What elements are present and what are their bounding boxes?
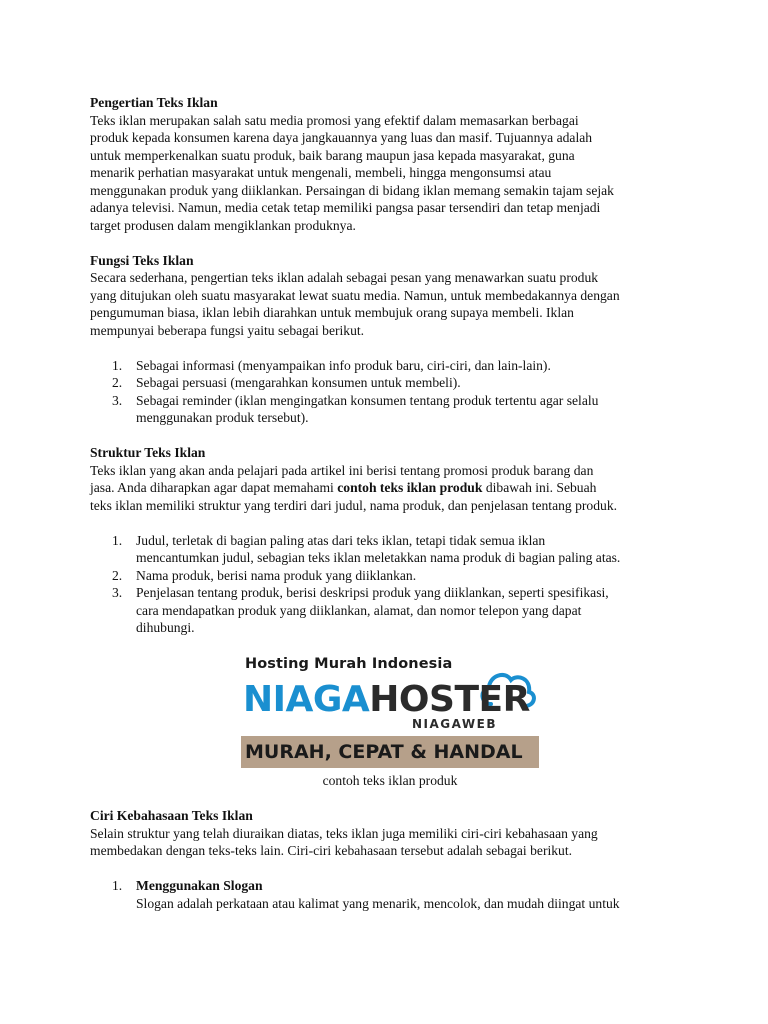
image-caption: contoh teks iklan produk — [322, 773, 458, 788]
text-line: Teks iklan yang akan anda pelajari pada artikel ini berisi tentang promosi produk barang dan — [90, 462, 594, 478]
struktur-list — [90, 532, 690, 637]
brand-part-dark: HOSTER — [369, 679, 530, 720]
section-heading: Ciri Kebahasaan Teks Iklan — [90, 808, 253, 823]
list-text: mencantumkan judul, sebagian teks iklan meletakkan nama produk di bagian paling atas. — [136, 550, 621, 565]
list-text: Nama produk, berisi nama produk yang diiklankan. — [136, 567, 417, 583]
brand-subtitle: NIAGAWEB — [412, 717, 497, 731]
ciri-list — [90, 877, 690, 912]
list-item — [90, 584, 690, 637]
section-heading: Fungsi Teks Iklan — [90, 252, 194, 268]
list-text: Slogan adalah perkataan atau kalimat yang menarik, mencolok, dan mudah diingat untuk — [136, 895, 620, 911]
section-heading: Struktur Teks Iklan — [90, 445, 206, 460]
list-number: 3. — [112, 585, 123, 600]
text-segment: dibawah ini. Sebuah — [482, 480, 597, 495]
text-segment: jasa. Anda diharapkan agar dapat memahami — [90, 480, 338, 495]
text-line: mempunyai beberapa fungsi yaitu sebagai berikut. — [90, 322, 365, 338]
list-text: dihubungi. — [136, 620, 195, 635]
section-pengertian — [90, 94, 690, 234]
text-line: Secara sederhana, pengertian teks iklan adalah sebagai pesan yang menawarkan suatu produk — [90, 270, 599, 285]
text-line: teks iklan memiliki struktur yang terdiri dari judul, nama produk, dan penjelasan tentang produk. — [90, 497, 618, 513]
document-content — [90, 94, 690, 930]
list-text: Sebagai persuasi (mengarahkan konsumen untuk membeli). — [136, 375, 461, 390]
list-text: Sebagai reminder (iklan mengingatkan konsumen tentang produk tertentu agar selalu — [136, 392, 599, 408]
text-line: adanya televisi. Namun, media cetak tetap memiliki pangsa pasar tersendiri dan tetap menjadi — [90, 200, 601, 215]
text-line: target produsen dalam mengiklankan produknya. — [90, 217, 356, 233]
list-item-title: Menggunakan Slogan — [136, 878, 263, 893]
niagahoster-banner — [241, 654, 539, 768]
bold-keyword: contoh teks iklan produk — [337, 480, 483, 495]
list-number: 1. — [112, 532, 123, 548]
list-text: menggunakan produk tersebut). — [136, 410, 309, 425]
banner-slogan-bar: MURAH, CEPAT & HANDAL — [241, 736, 539, 768]
text-line: membedakan dengan teks-teks lain. Ciri-ciri kebahasaan tersebut adalah sebagai berikut. — [90, 843, 573, 858]
list-item — [90, 567, 690, 585]
banner-tagline: Hosting Murah Indonesia — [245, 656, 453, 672]
list-text: Sebagai informasi (menyampaikan info produk baru, ciri-ciri, dan lain-lain). — [136, 357, 551, 373]
list-item — [90, 357, 690, 375]
list-item — [90, 374, 690, 392]
list-text: Judul, terletak di bagian paling atas dari teks iklan, tetapi tidak semua iklan — [136, 532, 546, 548]
list-number: 2. — [112, 567, 123, 583]
text-line: menarik perhatian masyarakat untuk mengenali, membeli, hingga mengonsumsi atau — [90, 165, 552, 180]
text-line: Teks iklan merupakan salah satu media promosi yang efektif dalam memasarkan berbagai — [90, 112, 579, 128]
list-text: cara mendapatkan produk yang diiklankan, alamat, dan nomor telepon yang dapat — [136, 602, 582, 618]
list-number: 1. — [112, 878, 123, 893]
list-number: 3. — [112, 392, 123, 408]
section-fungsi — [90, 252, 690, 340]
text-line: produk kepada konsumen karena daya jangkauannya yang luas dan masif. Tujuannya adalah — [90, 130, 593, 145]
list-item — [90, 532, 690, 567]
section-heading: Pengertian Teks Iklan — [90, 95, 218, 110]
brand-part-blue: NIAGA — [243, 679, 370, 720]
text-line: yang ditujukan oleh suatu masyarakat lewat suatu media. Namun, untuk membedakannya dengan — [90, 287, 620, 303]
list-text: Penjelasan tentang produk, berisi deskripsi produk yang diiklankan, seperti spesifikasi, — [136, 585, 609, 600]
text-line: menggunakan produk yang diiklankan. Persaingan di bidang iklan memang semakin tajam sejak — [90, 182, 614, 198]
text-line: pengumuman biasa, iklan lebih diarahkan untuk membujuk orang supaya membeli. Iklan — [90, 305, 574, 320]
section-struktur — [90, 444, 690, 514]
list-item — [90, 877, 690, 912]
text-line: untuk memperkenalkan suatu produk, baik barang maupun jasa kepada masyarakat, guna — [90, 147, 575, 163]
text-line: Selain struktur yang telah diuraikan diatas, teks iklan juga memiliki ciri-ciri kebahasaan yang — [90, 825, 598, 841]
brand-logo — [243, 680, 530, 720]
list-number: 1. — [112, 357, 123, 373]
text-line — [90, 479, 690, 497]
list-number: 2. — [112, 375, 123, 390]
section-ciri-kebahasaan — [90, 807, 690, 860]
fungsi-list — [90, 357, 690, 427]
list-item — [90, 392, 690, 427]
